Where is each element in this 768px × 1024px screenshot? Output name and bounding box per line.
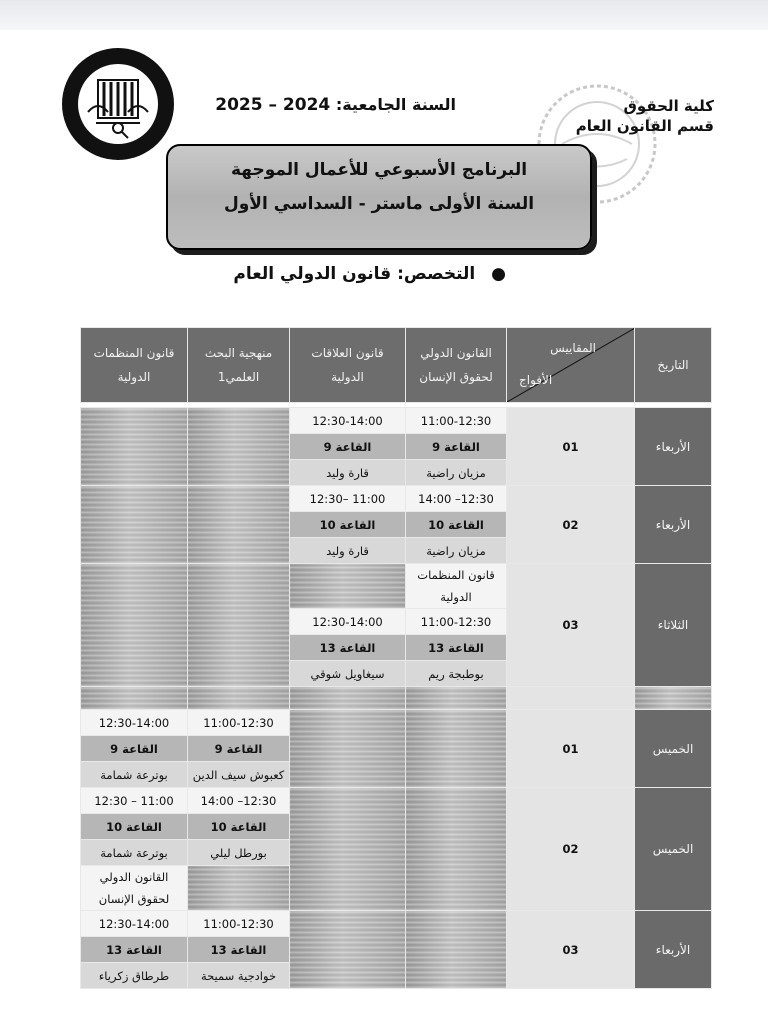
empty-cell (81, 687, 188, 710)
group-cell (507, 687, 635, 710)
schedule-title-box (166, 144, 592, 250)
day-cell: الأربعاء (635, 408, 712, 486)
teacher-cell: بورطل ليلي (188, 840, 290, 866)
time-cell: 12:30-14:00 (81, 911, 188, 937)
empty-cell (635, 687, 712, 710)
header-modules-groups (507, 328, 635, 403)
day-cell: الأربعاء (635, 911, 712, 989)
header-modules: المقاييس (550, 341, 596, 355)
academic-year (215, 95, 456, 115)
specialty-line (233, 264, 506, 284)
time-cell: 11:00 – 12:30 (81, 788, 188, 814)
time-cell: 12:30– 14:00 (406, 486, 507, 512)
teacher-cell: طرطاق زكرياء (81, 963, 188, 989)
empty-cell (81, 486, 188, 564)
empty-cell (406, 710, 507, 788)
time-cell: 11:00-12:30 (188, 710, 290, 736)
time-cell: 12:30-14:00 (290, 408, 406, 434)
teacher-cell: سيغاويل شوقي (290, 661, 406, 687)
day-cell: الخميس (635, 788, 712, 911)
schedule-title: البرنامج الأسبوعي للأعمال الموجهة (230, 160, 528, 180)
teacher-cell: قارة وليد (290, 538, 406, 564)
time-cell: 12:30-14:00 (81, 710, 188, 736)
room-cell: القاعة 10 (81, 814, 188, 840)
schedule-subtitle: السنة الأولى ماستر - السداسي الأول (223, 194, 535, 214)
day-cell: الخميس (635, 710, 712, 788)
teacher-cell: كعبوش سيف الدين (188, 762, 290, 788)
table-row (81, 408, 712, 434)
room-cell: القاعة 9 (81, 736, 188, 762)
empty-cell (290, 564, 406, 609)
academic-year-value: 2024 – 2025 (215, 95, 331, 115)
room-cell: القاعة 10 (290, 512, 406, 538)
room-cell: القاعة 13 (81, 937, 188, 963)
day-cell: الأربعاء (635, 486, 712, 564)
faculty-block (576, 96, 714, 136)
academic-year-label: السنة الجامعية: (335, 95, 456, 114)
day-cell: الثلاثاء (635, 564, 712, 687)
table-row (81, 687, 712, 710)
header-col1: القانون الدولي لحقوق الإنسان (406, 328, 507, 403)
empty-cell (290, 687, 406, 710)
empty-cell (188, 408, 290, 486)
table-row (81, 486, 712, 512)
empty-cell (81, 408, 188, 486)
empty-cell (290, 710, 406, 788)
room-cell: القاعة 13 (406, 635, 507, 661)
group-cell: 02 (507, 486, 635, 564)
scan-top-edge (0, 0, 768, 30)
table-header-row (81, 328, 712, 403)
teacher-cell: قارة وليد (290, 460, 406, 486)
header-date: التاريخ (635, 328, 712, 403)
group-cell: 02 (507, 788, 635, 911)
header-col2: قانون العلاقات الدولية (290, 328, 406, 403)
room-cell: القاعة 9 (290, 434, 406, 460)
time-cell: 12:30-14:00 (290, 609, 406, 635)
group-cell: 03 (507, 911, 635, 989)
teacher-cell: بوترعة شمامة (81, 762, 188, 788)
department-name: قسم القانون العام (575, 117, 714, 135)
teacher-cell: مزيان راضية (406, 460, 507, 486)
empty-cell (188, 866, 290, 911)
teacher-cell: بوترعة شمامة (81, 840, 188, 866)
teacher-cell: مزيان راضية (406, 538, 507, 564)
room-cell: القاعة 9 (188, 736, 290, 762)
empty-cell (188, 564, 290, 687)
empty-cell (290, 788, 406, 911)
header-col3: منهجية البحث العلمي1 (188, 328, 290, 403)
time-cell: 11:00-12:30 (188, 911, 290, 937)
time-cell: 11:00-12:30 (406, 609, 507, 635)
header-groups: الأفواج (519, 373, 553, 387)
room-cell: القاعة 10 (188, 814, 290, 840)
room-cell: القاعة 10 (406, 512, 507, 538)
time-cell: 11:00-12:30 (406, 408, 507, 434)
empty-cell (406, 687, 507, 710)
faculty-name: كلية الحقوق (623, 97, 714, 115)
empty-cell (81, 564, 188, 687)
group-cell: 03 (507, 564, 635, 687)
empty-cell (188, 486, 290, 564)
table-row (81, 710, 712, 736)
group-cell: 01 (507, 408, 635, 486)
group-cell: 01 (507, 710, 635, 788)
schedule-table (80, 327, 712, 989)
module-note-cell: القانون الدولي لحقوق الإنسان (81, 866, 188, 911)
room-cell: القاعة 13 (290, 635, 406, 661)
specialty-label: التخصص: (397, 264, 476, 284)
empty-cell (188, 687, 290, 710)
teacher-cell: خوادجية سميحة (188, 963, 290, 989)
header-col4: قانون المنظمات الدولية (81, 328, 188, 403)
bullet-icon: ● (491, 264, 506, 284)
empty-cell (406, 911, 507, 989)
specialty-value: قانون الدولي العام (233, 264, 392, 284)
module-note-cell: قانون المنظمات الدولية (406, 564, 507, 609)
table-row (81, 911, 712, 937)
room-cell: القاعة 9 (406, 434, 507, 460)
room-cell: القاعة 13 (188, 937, 290, 963)
time-cell: 11:00 –12:30 (290, 486, 406, 512)
time-cell: 12:30– 14:00 (188, 788, 290, 814)
university-seal-icon (60, 46, 176, 162)
empty-cell (406, 788, 507, 911)
table-row (81, 788, 712, 814)
empty-cell (290, 911, 406, 989)
teacher-cell: بوطبجة ريم (406, 661, 507, 687)
